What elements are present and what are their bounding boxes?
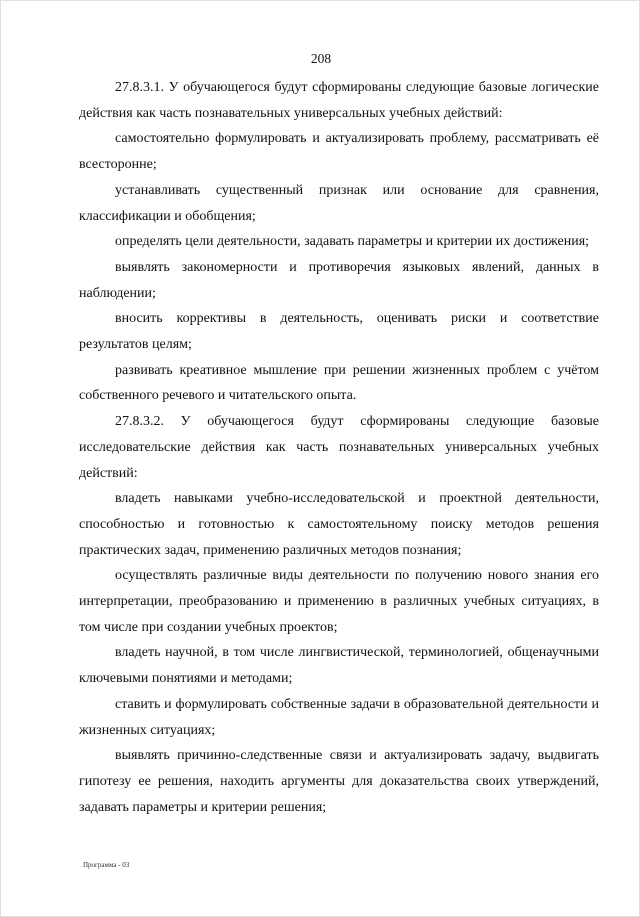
page-number: 208 [310,51,332,66]
paragraph: ставить и формулировать собственные задачи в образовательной деятельности и жизненных ситуациях; [79,696,599,738]
paragraph: устанавливать существенный признак или основание для сравнения, классификации и обобщения; [79,182,599,224]
paragraph: самостоятельно формулировать и актуализировать проблему, рассматривать её всесторонне; [79,131,599,173]
paragraph: вносить коррективы в деятельность, оценивать риски и соответствие результатов целям; [79,311,599,353]
paragraph: осуществлять различные виды деятельности по получению нового знания его интерпретации, преобразованию и применению в различных учебных ситуациях, в том числе при создании учебных проектов; [79,568,599,635]
paragraph: выявлять причинно-следственные связи и актуализировать задачу, выдвигать гипотезу ее решения, находить аргументы для доказательства своих утверждений, задавать параметры и критерии решения; [79,748,599,815]
paragraph: владеть навыками учебно-исследовательской и проектной деятельности, способностью и готовностью к самостоятельному поиску методов решения практических задач, применению различных методов познания; [79,491,599,558]
footer-label: Программа - 03 [83,861,130,869]
page-body [79,75,599,820]
paragraph: выявлять закономерности и противоречия языковых явлений, данных в наблюдении; [79,259,599,301]
paragraph: владеть научной, в том числе лингвистической, терминологией, общенаучными ключевыми понятиями и методами; [79,645,599,687]
paragraph: 27.8.3.1. У обучающегося будут сформированы следующие базовые логические действия как часть познавательных универсальных учебных действий: [79,80,599,121]
paragraph: развивать креативное мышление при решении жизненных проблем с учётом собственного речевого и читательского опыта. [79,362,599,404]
paragraph: 27.8.3.2. У обучающегося будут сформированы следующие базовые исследовательские действия как часть познавательных универсальных учебных действий: [79,414,599,481]
paragraph: определять цели деятельности, задавать параметры и критерии их достижения; [115,234,590,250]
